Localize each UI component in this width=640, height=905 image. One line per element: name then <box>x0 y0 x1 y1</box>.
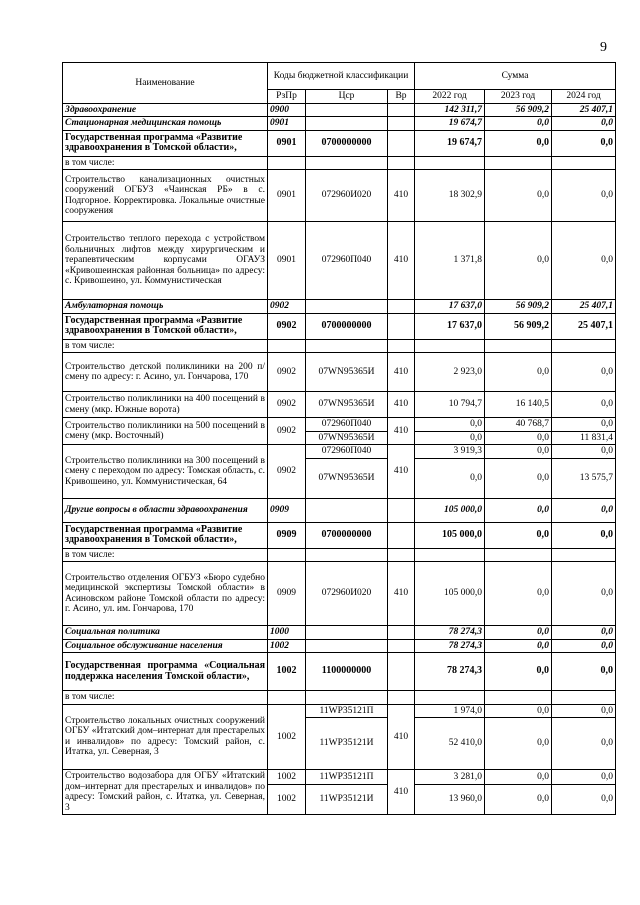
row-2023: 0,0 <box>485 522 552 548</box>
row-rzpr: 0902 <box>268 300 306 314</box>
row-rzpr: 1002 <box>268 770 306 785</box>
row-csr: 072960П040 <box>306 418 388 432</box>
row-2022: 78 274,3 <box>415 653 485 691</box>
table-row <box>63 653 616 691</box>
row-name: Строительство канализационных очистных сооружений ОГБУЗ «Чаинская РБ» в с. Подгорное. Корректировка. Локальные очистные сооружения <box>63 170 268 222</box>
row-2023: 0,0 <box>485 498 552 522</box>
row-2022: 105 000,0 <box>415 498 485 522</box>
row-vr: 410 <box>388 222 415 300</box>
row-name: в том числе: <box>63 691 268 705</box>
header-name: Наименование <box>63 63 268 104</box>
row-2022: 10 794,7 <box>415 392 485 418</box>
row-rzpr: 0901 <box>268 117 306 131</box>
row-name: Строительство локальных очистных сооружений ОГБУ «Итатский дом–интернат для престарелых и инвалидов» по адресу: Томский район, с. Итатка, ул. Северная, 3 <box>63 704 268 770</box>
table-row <box>63 156 616 170</box>
row-2024: 25 407,1 <box>552 103 616 117</box>
row-2024: 0,0 <box>552 130 616 156</box>
header-2022: 2022 год <box>415 90 485 104</box>
row-2023: 56 909,2 <box>485 300 552 314</box>
row-csr <box>306 626 388 640</box>
row-2024: 0,0 <box>552 718 616 770</box>
row-2022: 105 000,0 <box>415 522 485 548</box>
row-2022: 2 923,0 <box>415 353 485 392</box>
row-2023: 0,0 <box>485 784 552 814</box>
row-2024: 25 407,1 <box>552 313 616 339</box>
row-csr: 072960И020 <box>306 562 388 626</box>
row-vr <box>388 103 415 117</box>
row-2024: 0,0 <box>552 522 616 548</box>
row-vr <box>388 639 415 653</box>
row-name: Стационарная медицинская помощь <box>63 117 268 131</box>
row-2023: 0,0 <box>485 130 552 156</box>
table-row <box>63 639 616 653</box>
row-name: Социальная политика <box>63 626 268 640</box>
row-2023: 0,0 <box>485 562 552 626</box>
row-csr: 0700000000 <box>306 313 388 339</box>
table-row <box>63 562 616 626</box>
row-2024: 0,0 <box>552 639 616 653</box>
row-name: в том числе: <box>63 548 268 562</box>
row-2024: 0,0 <box>552 626 616 640</box>
table-row <box>63 392 616 418</box>
row-vr: 410 <box>388 418 415 445</box>
row-vr: 410 <box>388 353 415 392</box>
row-rzpr: 0902 <box>268 392 306 418</box>
row-2022: 78 274,3 <box>415 639 485 653</box>
row-2022: 19 674,7 <box>415 117 485 131</box>
row-csr: 0700000000 <box>306 522 388 548</box>
row-name: Строительство водозабора для ОГБУ «Итатский дом–интернат для престарелых и инвалидов» по адресу: Томский район, с. Итатка, ул. Северная, 3 <box>63 770 268 815</box>
row-2023: 16 140,5 <box>485 392 552 418</box>
row-2023: 0,0 <box>485 353 552 392</box>
table-row <box>63 418 616 432</box>
row-2022: 17 637,0 <box>415 300 485 314</box>
table-row <box>63 117 616 131</box>
row-csr: 072960П040 <box>306 222 388 300</box>
row-rzpr: 0902 <box>268 353 306 392</box>
table-row <box>63 300 616 314</box>
row-2023: 0,0 <box>485 445 552 459</box>
row-2024: 0,0 <box>552 653 616 691</box>
row-vr <box>388 522 415 548</box>
row-csr <box>306 639 388 653</box>
row-vr <box>388 313 415 339</box>
row-2023: 0,0 <box>485 222 552 300</box>
row-csr: 0700000000 <box>306 130 388 156</box>
header-2024: 2024 год <box>552 90 616 104</box>
row-name: Строительство поликлиники на 400 посещений в смену (мкр. Южные ворота) <box>63 392 268 418</box>
row-2024: 0,0 <box>552 222 616 300</box>
row-2022: 19 674,7 <box>415 130 485 156</box>
row-vr <box>388 498 415 522</box>
row-2023: 0,0 <box>485 170 552 222</box>
row-2022: 18 302,9 <box>415 170 485 222</box>
row-csr <box>306 498 388 522</box>
row-rzpr: 1002 <box>268 704 306 770</box>
row-name: Строительство поликлиники на 500 посещений в смену (мкр. Восточный) <box>63 418 268 445</box>
row-vr: 410 <box>388 562 415 626</box>
row-2022: 13 960,0 <box>415 784 485 814</box>
row-name: Государственная программа «Развитие здравоохранения в Томской области», <box>63 130 268 156</box>
row-vr: 410 <box>388 704 415 770</box>
row-name: в том числе: <box>63 339 268 353</box>
row-name: Государственная программа «Развитие здравоохранения в Томской области», <box>63 313 268 339</box>
row-name: Социальное обслуживание населения <box>63 639 268 653</box>
row-2024: 0,0 <box>552 418 616 432</box>
table-row <box>63 522 616 548</box>
row-csr: 11WP35121И <box>306 718 388 770</box>
row-name: Строительство теплого перехода с устройством больничных лифтов между хирургическим и терапевтическим корпусами ОГАУЗ «Кривошеинская районная больница» по адресу: с. Кривошеино, ул. Коммунистическая <box>63 222 268 300</box>
row-2023: 0,0 <box>485 117 552 131</box>
row-2024: 0,0 <box>552 562 616 626</box>
row-rzpr: 1002 <box>268 784 306 814</box>
row-rzpr: 0902 <box>268 313 306 339</box>
table-row <box>63 445 616 459</box>
table-row <box>63 313 616 339</box>
row-vr: 410 <box>388 170 415 222</box>
row-2022: 1 974,0 <box>415 704 485 718</box>
table-row <box>63 222 616 300</box>
row-name: Строительство поликлиники на 300 посещений в смену с переходом по адресу: Томская область, с. Кривошеино, ул. Коммунистическая, 64 <box>63 445 268 499</box>
row-csr: 07WN95365И <box>306 392 388 418</box>
row-rzpr: 0901 <box>268 222 306 300</box>
row-csr <box>306 103 388 117</box>
row-rzpr: 0901 <box>268 170 306 222</box>
table-row <box>63 339 616 353</box>
table-row <box>63 498 616 522</box>
table-row <box>63 548 616 562</box>
row-2022: 0,0 <box>415 431 485 445</box>
row-name: Другие вопросы в области здравоохранения <box>63 498 268 522</box>
row-2023: 0,0 <box>485 718 552 770</box>
row-csr: 07WN95365И <box>306 431 388 445</box>
row-rzpr: 0909 <box>268 522 306 548</box>
row-2024: 0,0 <box>552 353 616 392</box>
row-csr <box>306 117 388 131</box>
row-2024: 0,0 <box>552 445 616 459</box>
row-2024: 13 575,7 <box>552 458 616 498</box>
table-row <box>63 704 616 718</box>
row-2024: 0,0 <box>552 704 616 718</box>
row-csr: 07WN95365И <box>306 458 388 498</box>
row-rzpr: 0909 <box>268 562 306 626</box>
row-vr <box>388 130 415 156</box>
table-row <box>63 691 616 705</box>
row-csr: 072960П040 <box>306 445 388 459</box>
header-vr: Вр <box>388 90 415 104</box>
row-2024: 0,0 <box>552 170 616 222</box>
row-name: Строительство отделения ОГБУЗ «Бюро судебно медицинской экспертизы Томской области» в Асиновском районе Томской области по адресу: г. Асино, ул. им. Гончарова, 170 <box>63 562 268 626</box>
row-vr <box>388 117 415 131</box>
table-row <box>63 170 616 222</box>
row-csr: 07WN95365И <box>306 353 388 392</box>
header-rzpr: РзПр <box>268 90 306 104</box>
row-rzpr: 1002 <box>268 639 306 653</box>
page-number: 9 <box>600 40 607 55</box>
row-vr <box>388 626 415 640</box>
row-name: Амбулаторная помощь <box>63 300 268 314</box>
row-2023: 0,0 <box>485 770 552 785</box>
row-2023: 56 909,2 <box>485 313 552 339</box>
row-name: Государственная программа «Социальная поддержка населения Томской области», <box>63 653 268 691</box>
header-csr: Цср <box>306 90 388 104</box>
row-rzpr: 0900 <box>268 103 306 117</box>
row-2023: 0,0 <box>485 458 552 498</box>
row-2022: 142 311,7 <box>415 103 485 117</box>
row-vr <box>388 300 415 314</box>
table-row <box>63 626 616 640</box>
row-2022: 3 281,0 <box>415 770 485 785</box>
row-2022: 1 371,8 <box>415 222 485 300</box>
row-2024: 0,0 <box>552 117 616 131</box>
table-row <box>63 770 616 785</box>
row-csr: 11WP35121П <box>306 704 388 718</box>
row-2022: 0,0 <box>415 418 485 432</box>
row-2022: 17 637,0 <box>415 313 485 339</box>
row-rzpr: 0901 <box>268 130 306 156</box>
row-2024: 25 407,1 <box>552 300 616 314</box>
row-2022: 52 410,0 <box>415 718 485 770</box>
row-name: Строительство детской поликлиники на 200 п/смену по адресу: г. Асино, ул. Гончарова, 170 <box>63 353 268 392</box>
row-name: Государственная программа «Развитие здравоохранения в Томской области», <box>63 522 268 548</box>
row-2024: 0,0 <box>552 498 616 522</box>
budget-table <box>62 62 616 815</box>
row-2022: 105 000,0 <box>415 562 485 626</box>
row-name: в том числе: <box>63 156 268 170</box>
row-2022: 0,0 <box>415 458 485 498</box>
row-vr <box>388 653 415 691</box>
row-csr <box>306 300 388 314</box>
row-2024: 0,0 <box>552 784 616 814</box>
row-csr: 1100000000 <box>306 653 388 691</box>
row-2024: 11 831,4 <box>552 431 616 445</box>
header-codes: Коды бюджетной классификации <box>268 63 415 90</box>
row-2023: 56 909,2 <box>485 103 552 117</box>
row-2023: 0,0 <box>485 653 552 691</box>
row-rzpr: 0902 <box>268 418 306 445</box>
row-2023: 0,0 <box>485 704 552 718</box>
row-rzpr: 1000 <box>268 626 306 640</box>
row-rzpr: 1002 <box>268 653 306 691</box>
header-2023: 2023 год <box>485 90 552 104</box>
table-header-row <box>63 63 616 90</box>
row-vr: 410 <box>388 445 415 499</box>
row-2023: 40 768,7 <box>485 418 552 432</box>
header-sum: Сумма <box>415 63 616 90</box>
row-csr: 11WP35121П <box>306 770 388 785</box>
table-row <box>63 103 616 117</box>
row-name: Здравоохранение <box>63 103 268 117</box>
row-2022: 78 274,3 <box>415 626 485 640</box>
row-2024: 0,0 <box>552 392 616 418</box>
table-row <box>63 353 616 392</box>
row-2023: 0,0 <box>485 639 552 653</box>
row-2024: 0,0 <box>552 770 616 785</box>
row-2023: 0,0 <box>485 431 552 445</box>
row-vr: 410 <box>388 392 415 418</box>
row-rzpr: 0902 <box>268 445 306 499</box>
row-csr: 11WP35121И <box>306 784 388 814</box>
row-csr: 072960И020 <box>306 170 388 222</box>
row-2023: 0,0 <box>485 626 552 640</box>
table-row <box>63 130 616 156</box>
row-2022: 3 919,3 <box>415 445 485 459</box>
row-vr: 410 <box>388 770 415 815</box>
row-rzpr: 0909 <box>268 498 306 522</box>
